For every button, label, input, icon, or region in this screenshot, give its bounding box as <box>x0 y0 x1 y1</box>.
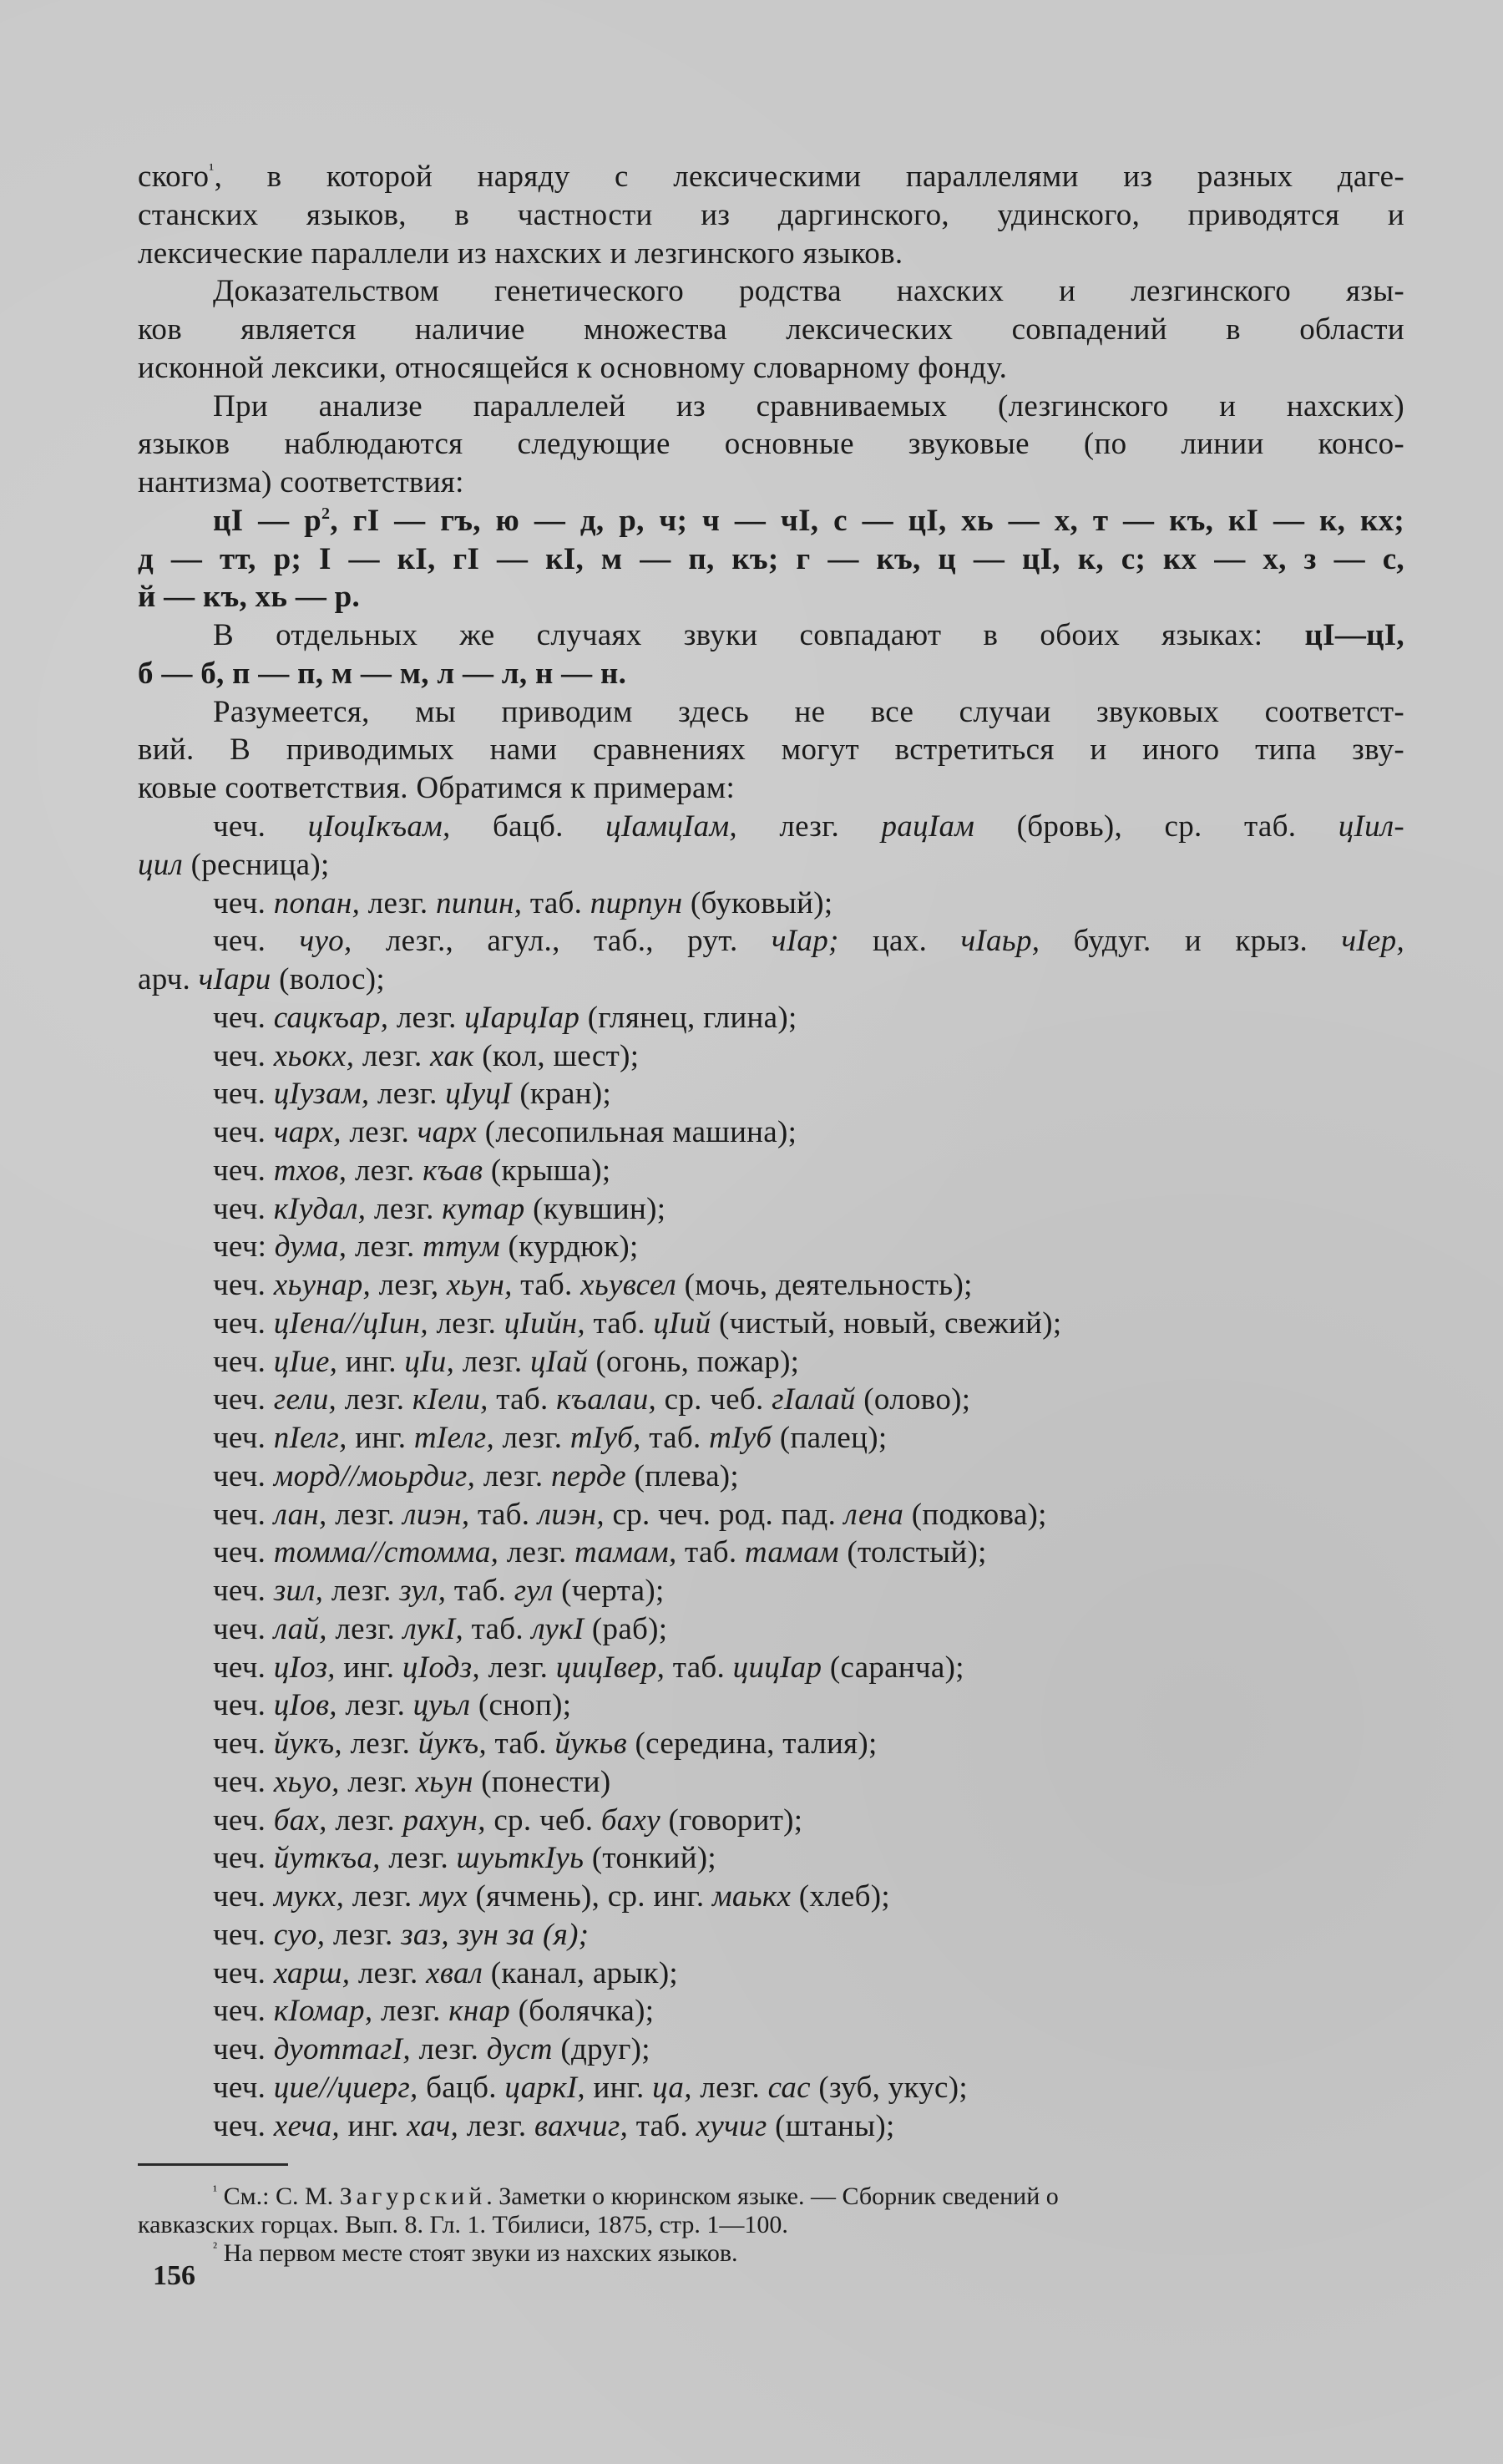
example-word: маькх <box>711 1879 792 1914</box>
sound-correspondence-line: й — къ, хь — р. <box>138 580 361 614</box>
example-label: лезг. <box>380 1841 457 1876</box>
example-label: лезг. <box>454 1344 530 1379</box>
example-word: харш, <box>273 1955 351 1990</box>
example-label: (плева); <box>626 1458 739 1493</box>
text-fragment: , в которой наряду с лексическими параллелями из разных даге- <box>214 160 1404 194</box>
example-label: бацб. <box>450 809 606 844</box>
example-label: чеч. <box>213 885 274 920</box>
footnote-ref-2[interactable]: 2 <box>321 504 331 523</box>
example-word: цIена//цIин, <box>273 1306 428 1341</box>
example-label: (середина, талия); <box>626 1726 878 1761</box>
text-line <box>138 158 1404 196</box>
example-label: чеч. <box>213 1077 274 1112</box>
example-line <box>213 1686 1404 1725</box>
example-line <box>213 1113 1404 1152</box>
example-label: (тонкий); <box>584 1841 716 1876</box>
example-label: лезг. <box>498 1535 575 1570</box>
text-fragment: цI—цI, <box>1304 618 1404 652</box>
example-label: (раб); <box>584 1611 668 1646</box>
example-label: (штаны); <box>767 2108 895 2143</box>
example-word: цIийн, <box>504 1306 585 1341</box>
text-line <box>213 616 1404 655</box>
example-word: баху <box>600 1802 660 1838</box>
example-line <box>213 1343 1404 1382</box>
example-word: цуьл <box>412 1688 471 1723</box>
example-line <box>213 2069 1404 2107</box>
example-word: цIузам, <box>273 1077 370 1112</box>
example-line <box>213 2107 1404 2146</box>
example-word: ттум <box>423 1229 500 1265</box>
example-label: (зуб, укус); <box>810 2070 968 2105</box>
example-word: бах, <box>273 1802 327 1838</box>
page-number: 156 <box>153 2260 195 2291</box>
example-line <box>213 1037 1404 1076</box>
example-label: чеч. <box>213 1497 274 1532</box>
example-word: перде <box>551 1458 627 1493</box>
example-word: рацIам <box>881 809 975 844</box>
example-label: (буковый); <box>682 885 833 920</box>
example-label: чеч. <box>213 1841 274 1876</box>
example-label: чеч. <box>213 1726 274 1761</box>
example-word: чуо, <box>299 924 352 959</box>
example-label: цах. <box>838 924 961 959</box>
example-label: (курдюк); <box>500 1229 639 1265</box>
example-line <box>213 1458 1404 1496</box>
example-label: (понести) <box>473 1764 611 1799</box>
example-word: томма//стомма, <box>273 1535 499 1570</box>
example-label: (саранча); <box>822 1650 964 1685</box>
example-label: лезг. <box>339 1764 416 1799</box>
example-word: лиэн, <box>537 1497 605 1532</box>
example-word: цIие, <box>273 1344 338 1379</box>
example-word: тIуб, <box>569 1421 641 1455</box>
example-label: лезг. <box>691 2070 768 2105</box>
example-word: къалаи, <box>556 1382 657 1417</box>
example-word: цицIвер, <box>555 1650 665 1685</box>
footnote-1-cont: кавказских горцах. Вып. 8. Гл. 1. Тбилиси, 1875, стр. 1—100. <box>138 2211 788 2238</box>
example-label: лезг. <box>325 1917 402 1952</box>
example-label: арч. <box>138 962 199 996</box>
footnote-marker: ¹ <box>213 2183 218 2198</box>
text-line: ковые соответствия. Обратимся к примерам: <box>138 771 736 805</box>
example-line <box>213 1610 1404 1649</box>
example-label: чеч. <box>213 1344 274 1379</box>
footnote-2 <box>213 2238 1404 2269</box>
example-word: цIодз, <box>402 1650 480 1685</box>
text-fragment: См.: С. М. <box>217 2183 340 2210</box>
example-label: чеч. <box>213 1458 274 1493</box>
example-line <box>213 1954 1404 1993</box>
example-label: (мочь, деятельность); <box>676 1268 973 1302</box>
example-word: дума, <box>274 1229 347 1265</box>
example-word: сацкъар, <box>273 1000 389 1035</box>
example-word: рахун, <box>402 1802 486 1838</box>
example-label: (болячка); <box>510 1994 655 2029</box>
example-word: шуьткIуь <box>456 1841 584 1876</box>
example-word: чIари <box>198 962 271 996</box>
example-label: чеч. <box>213 1994 274 2029</box>
text-line: ков является наличие множества лексических совпадений в области <box>138 312 1404 347</box>
example-word: къав <box>423 1153 483 1188</box>
example-label: лезг. <box>337 1382 412 1417</box>
example-line <box>213 1381 1404 1419</box>
example-label: чеч: <box>213 1229 275 1265</box>
example-line <box>213 1572 1404 1610</box>
example-label: лезг. <box>342 1726 418 1761</box>
example-word: тамам <box>744 1535 839 1570</box>
example-label: инг. <box>339 2108 407 2143</box>
example-line <box>213 1266 1404 1305</box>
example-label: лезг. <box>479 1650 556 1685</box>
example-word: гели, <box>273 1382 337 1417</box>
footnote-1 <box>213 2182 1404 2212</box>
example-word: хьун, <box>446 1268 513 1302</box>
example-label: (лесопильная машина); <box>477 1115 797 1149</box>
example-label: лезг. <box>410 2032 487 2066</box>
example-label: лезг. <box>323 1574 400 1608</box>
example-label: таб. <box>486 1726 555 1761</box>
example-label: лезг. <box>347 1153 423 1188</box>
example-line <box>213 1305 1404 1343</box>
example-line <box>213 1992 1404 2031</box>
example-word: хеча, <box>273 2108 340 2143</box>
example-label: лезг. <box>372 1994 449 2029</box>
example-label: чеч. <box>213 1153 274 1188</box>
example-line <box>213 999 1404 1037</box>
example-word: йукъ, <box>418 1726 487 1761</box>
example-label: лезг. <box>354 1038 431 1073</box>
example-label: (олово); <box>855 1382 971 1417</box>
example-word: ца, <box>652 2070 692 2105</box>
example-line <box>213 1725 1404 1763</box>
text-line: языков наблюдаются следующие основные звуковые (по линии консо- <box>138 427 1404 461</box>
example-label: лезг. <box>428 1306 504 1341</box>
example-label: чеч. <box>213 1802 274 1838</box>
footnote-ref-1[interactable]: ¹ <box>209 160 215 179</box>
example-label: чеч. <box>213 1421 274 1455</box>
example-label: (хлеб); <box>791 1879 890 1914</box>
example-word: цил <box>138 847 184 882</box>
example-word: хьун <box>415 1764 473 1799</box>
example-word: суо, <box>273 1917 326 1952</box>
example-word: цIов, <box>273 1688 337 1723</box>
text-line: Разумеется, мы приводим здесь не все случаи звуковых соответст- <box>213 695 1404 729</box>
example-label: лезг., агул., таб., рут. <box>352 924 772 959</box>
example-word: хьуо, <box>273 1764 340 1799</box>
example-label: (друг); <box>552 2032 650 2066</box>
text-line: нантизма) соответствия: <box>138 465 464 499</box>
example-word: зул, <box>399 1574 447 1608</box>
example-word: йуткъа, <box>273 1841 381 1876</box>
example-line <box>213 1916 1404 1954</box>
example-label: таб. <box>628 2108 696 2143</box>
example-label: чеч. <box>213 2070 274 2105</box>
text-line: станских языков, в частности из даргинского, удинского, приводятся и <box>138 198 1404 232</box>
example-label: лезг, <box>371 1268 447 1302</box>
example-word: лай, <box>273 1611 327 1646</box>
example-label: таб. <box>665 1650 733 1685</box>
example-label: чеч. <box>213 1650 274 1685</box>
example-label: инг. <box>347 1421 414 1455</box>
example-label: (крыша); <box>483 1153 611 1188</box>
example-line <box>213 1228 1404 1266</box>
example-label: (глянец, глина); <box>579 1000 797 1035</box>
example-label: чеч. <box>213 924 300 959</box>
example-label: таб. <box>676 1535 745 1570</box>
example-label: (ресница); <box>183 847 330 882</box>
text-fragment: В отдельных же случаях звуки совпадают в обоих языках: <box>213 618 1305 652</box>
example-line <box>213 1419 1404 1458</box>
example-word: мух <box>420 1879 468 1914</box>
example-word: цIи, <box>404 1344 455 1379</box>
sound-correspondence-line: д — тт, р; I — кI, гI — кI, м — п, къ; г — къ, ц — цI, к, с; кх — х, з — с, <box>138 542 1404 576</box>
footnote-marker: ² <box>213 2239 218 2255</box>
example-word: дуст <box>486 2032 553 2066</box>
text-line: лексические параллели из нахских и лезгинского языков. <box>138 236 903 271</box>
example-word: хьувсел <box>580 1268 677 1302</box>
example-label: лезг. <box>388 1000 465 1035</box>
example-word: морд//моьрдиг, <box>273 1458 476 1493</box>
example-word: пирпун <box>590 885 683 920</box>
example-word: хач, <box>407 2108 459 2143</box>
example-label: чеч. <box>213 1574 274 1608</box>
example-label: ср. чеч. род. пад. <box>604 1497 844 1532</box>
example-label: (огонь, пожар); <box>588 1344 800 1379</box>
example-label: (чистый, новый, свежий); <box>711 1306 1062 1341</box>
example-label: лезг. <box>326 1497 403 1532</box>
example-label: (палец); <box>772 1421 888 1455</box>
example-word: пIелг, <box>273 1421 347 1455</box>
example-word: чIер, <box>1341 924 1405 959</box>
example-label: лезг. <box>326 1611 403 1646</box>
example-word: тIуб <box>709 1421 772 1455</box>
example-word: тхов, <box>273 1153 347 1188</box>
example-label: ср. чеб. <box>656 1382 772 1417</box>
example-label: (черта); <box>553 1574 665 1608</box>
text-fragment: цI — р <box>213 504 322 538</box>
example-label: лезг. <box>347 1229 423 1265</box>
example-label: чеч. <box>213 2108 274 2143</box>
example-label: лезг. <box>344 1879 421 1914</box>
example-label: таб. <box>488 1382 557 1417</box>
example-label: лезг. <box>360 885 436 920</box>
example-word: цие//циерг, <box>273 2070 418 2105</box>
example-label: (говорит); <box>660 1802 803 1838</box>
example-line <box>213 1878 1404 1916</box>
example-label: лезг. <box>366 1191 443 1226</box>
example-word: цIамцIам, <box>605 809 737 844</box>
example-label: лезг. <box>369 1077 446 1112</box>
text-fragment: ского <box>138 160 210 194</box>
example-label: чеч. <box>213 1038 274 1073</box>
example-line <box>213 1802 1404 1840</box>
example-word: лан, <box>273 1497 327 1532</box>
example-label: лезг. <box>458 2108 535 2143</box>
example-line <box>213 885 1404 923</box>
example-label: ср. чеб. <box>485 1802 601 1838</box>
example-label: лезг. <box>350 1955 427 1990</box>
text-fragment: . Заметки о кюринском языке. — Сборник сведений о <box>486 2183 1059 2210</box>
example-word: цIай <box>529 1344 588 1379</box>
text-fragment: На первом месте стоят звуки из нахских языков. <box>217 2239 738 2267</box>
example-label: таб. <box>584 1306 654 1341</box>
example-word: лена <box>843 1497 904 1532</box>
example-word: гул <box>514 1574 554 1608</box>
example-label: чеч. <box>213 809 308 844</box>
text-line: вий. В приводимых нами сравнениях могут встретиться и иного типа зву- <box>138 733 1404 767</box>
example-word: кнар <box>448 1994 511 2029</box>
sound-correspondence-line <box>213 502 1404 540</box>
example-label: чеч. <box>213 1917 274 1952</box>
example-label: таб. <box>469 1497 538 1532</box>
example-line <box>213 2031 1404 2069</box>
example-label: таб. <box>512 1268 581 1302</box>
example-label: (канал, арык); <box>483 1955 679 1990</box>
example-word: зил, <box>273 1574 324 1608</box>
example-line <box>213 1839 1404 1878</box>
example-word: гIалай <box>772 1382 856 1417</box>
example-word: хьокх, <box>273 1038 355 1073</box>
example-word: вахчиг, <box>534 2108 629 2143</box>
example-label: инг. <box>335 1650 402 1685</box>
example-label: (бровь), ср. таб. <box>974 809 1339 844</box>
text-line: исконной лексики, относящейся к основному словарному фонду. <box>138 351 1008 385</box>
example-label: (кувшин); <box>524 1191 666 1226</box>
example-word: цIоцIкъам, <box>307 809 451 844</box>
example-label: чеч. <box>213 1191 274 1226</box>
example-label: лезг. <box>494 1421 570 1455</box>
author-name: Загурский <box>339 2183 487 2210</box>
example-word: тамам, <box>574 1535 677 1570</box>
example-word: лукI <box>531 1611 584 1646</box>
example-label: чеч. <box>213 1879 274 1914</box>
example-label: лезг. <box>337 1688 413 1723</box>
example-line <box>138 961 1404 999</box>
example-word: чIаьр, <box>960 924 1040 959</box>
example-word: попан, <box>273 885 361 920</box>
example-word: хвал <box>426 1955 483 1990</box>
example-word: цIуцI <box>445 1077 512 1112</box>
example-label: чеч. <box>213 1115 274 1149</box>
example-label: инг. <box>584 2070 653 2105</box>
example-label: лезг. <box>341 1115 418 1149</box>
example-label: таб. <box>522 885 590 920</box>
example-word: цIил- <box>1338 809 1405 844</box>
example-word: мукх, <box>273 1879 345 1914</box>
example-line <box>213 808 1404 846</box>
example-label: чеч. <box>213 1611 274 1646</box>
example-word: цицIар <box>732 1650 822 1685</box>
example-label: лезг. <box>475 1458 551 1493</box>
footnote-separator <box>138 2163 288 2166</box>
example-word: цIий <box>653 1306 711 1341</box>
text-line: б — б, п — п, м — м, л — л, н — н. <box>138 657 627 691</box>
example-word: хьунар, <box>273 1268 372 1302</box>
example-word: сас <box>767 2070 811 2105</box>
example-word: царкI, <box>504 2070 585 2105</box>
example-label: (кран); <box>511 1077 612 1112</box>
example-label: (кол, шест); <box>473 1038 640 1073</box>
example-word: лукI, <box>402 1611 464 1646</box>
text-line: Доказательством генетического родства нахских и лезгинского язы- <box>213 274 1404 308</box>
example-word: чIар; <box>771 924 839 959</box>
text-line: При анализе параллелей из сравниваемых (лезгинского и нахских) <box>213 389 1404 423</box>
example-word: кIели, <box>412 1382 488 1417</box>
example-word: кIудал, <box>273 1191 367 1226</box>
example-word: йукьв <box>554 1726 627 1761</box>
example-label: чеч. <box>213 1268 274 1302</box>
example-label: чеч. <box>213 1535 274 1570</box>
example-label: (толстый); <box>838 1535 987 1570</box>
example-line <box>213 1190 1404 1229</box>
example-word: пипин, <box>435 885 523 920</box>
example-label: будуг. и крыз. <box>1040 924 1342 959</box>
example-word: кутар <box>442 1191 525 1226</box>
text-fragment: , гI — гъ, ю — д, р, ч; ч — чI, с — цI, хь — х, т — къ, кI — к, кх; <box>330 504 1404 538</box>
example-line <box>213 1152 1404 1190</box>
example-label: (подкова); <box>903 1497 1047 1532</box>
example-word: хак <box>430 1038 474 1073</box>
example-label: (сноп); <box>470 1688 572 1723</box>
example-label: (волос); <box>271 962 386 996</box>
example-line <box>213 1534 1404 1572</box>
example-label: чеч. <box>213 1764 274 1799</box>
example-label: чеч. <box>213 1000 274 1035</box>
example-label: таб. <box>463 1611 532 1646</box>
example-label: чеч. <box>213 2032 274 2066</box>
example-word: чарх, <box>273 1115 342 1149</box>
example-word: заз, зун за (я); <box>401 1917 590 1952</box>
example-line <box>213 1763 1404 1802</box>
example-label: чеч. <box>213 1306 274 1341</box>
example-line <box>213 1075 1404 1113</box>
example-word: дуоттагI, <box>273 2032 411 2066</box>
example-label: инг. <box>337 1344 405 1379</box>
example-word: тIелг, <box>413 1421 494 1455</box>
example-line <box>213 922 1404 961</box>
example-label: чеч. <box>213 1382 274 1417</box>
example-label: (ячмень), ср. инг. <box>467 1879 712 1914</box>
example-word: хучиг <box>696 2108 767 2143</box>
example-label: бацб. <box>418 2070 505 2105</box>
example-line <box>213 1496 1404 1534</box>
example-word: цIарцIар <box>464 1000 580 1035</box>
example-label: чеч. <box>213 1688 274 1723</box>
example-label: лезг. <box>736 809 882 844</box>
example-label: таб. <box>640 1421 710 1455</box>
example-label: таб. <box>446 1574 514 1608</box>
example-word: лиэн, <box>402 1497 470 1532</box>
example-label: чеч. <box>213 1955 274 1990</box>
example-line <box>138 846 1404 885</box>
example-word: цIоз, <box>273 1650 336 1685</box>
example-word: йукъ, <box>273 1726 342 1761</box>
example-word: чарх <box>417 1115 478 1149</box>
example-label: лезг. <box>326 1802 403 1838</box>
example-line <box>213 1649 1404 1687</box>
example-word: кIомар, <box>273 1994 373 2029</box>
